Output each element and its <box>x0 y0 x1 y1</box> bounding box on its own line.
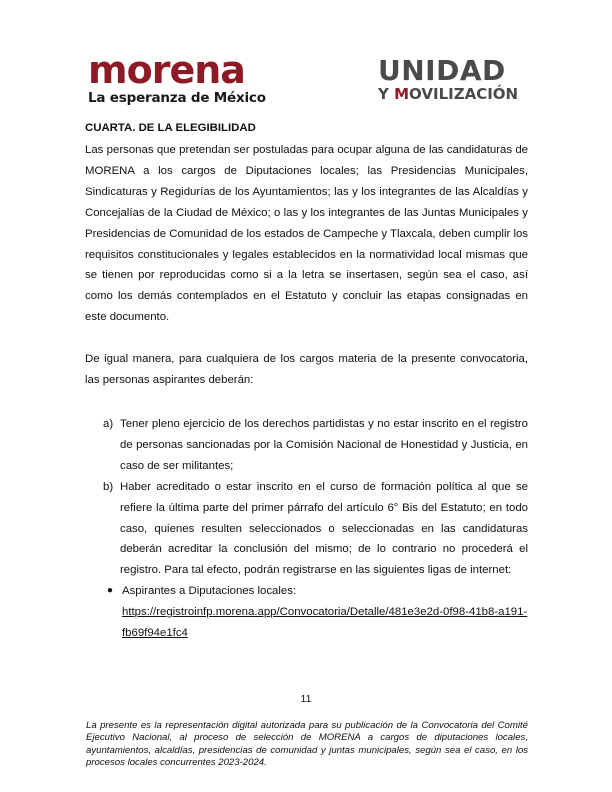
unidad-logo-line2-rest: OVILIZACIÓN <box>409 85 519 103</box>
list-item <box>85 414 528 477</box>
list-item <box>85 477 528 582</box>
unidad-logo-line2-prefix: Y <box>378 85 395 103</box>
paragraph-elegibilidad: Las personas que pretendan ser postuladas para ocupar alguna de las candidaturas de MORENA a los cargos de Diputaciones locales; las Presidencias Municipales, Sindicaturas y Regidurías de los Ayuntamientos; las y los integrantes de las Alcaldías y Concejalías de la Ciudad de México; o las y los integrantes de las Juntas Municipales y Presidencias de Comunidad de los estados de Campeche y Tlaxcala, deben cumplir los requisitos constitucionales y legales establecidos en la normatividad local mismas que se tienen por reproducidas como si a la letra se insertasen, según sea el caso, así como los demás contemplados en el Estatuto y concluir las etapas consignadas en este documento. <box>85 144 529 324</box>
requirements-list <box>85 414 528 581</box>
footer-note: La presente es la representación digital autorizada para su publicación de la Convocatoria del Comité Ejecutivo Nacional, al proceso de selección de MORENA a cargos de diputaciones locales, ayuntamientos, alcaldías, presidencias de comunidad y juntas municipales, según sea el caso, en los procesos locales concurrentes 2023-2024. <box>86 720 528 768</box>
page-number: 11 <box>300 693 312 705</box>
list-marker: b) <box>103 480 114 493</box>
morena-logo-word: morena <box>88 48 245 92</box>
document-body <box>85 120 528 644</box>
morena-logo-tagline: La esperanza de México <box>88 90 266 106</box>
registration-links-list <box>85 581 528 644</box>
morena-logo <box>88 50 280 106</box>
bullet-icon: ● <box>107 585 114 597</box>
section-heading: CUARTA. DE LA ELEGIBILIDAD <box>85 122 256 134</box>
list-item-text: Haber acreditado o estar inscrito en el curso de formación política al que se refiere la última parte del primer párrafo del artículo 6° Bis del Estatuto; en todo caso, quienes resulten seleccionados o seleccionadas en las candidaturas deberán acreditar la conclusión del mismo; de lo contrario no procederá el registro. Para tal efecto, podrán registrarse en las siguientes ligas de internet: <box>120 480 528 577</box>
registration-link[interactable]: https://registroinfp.morena.app/Convocatoria/Detalle/481e3e2d-0f98-41b8-a191-fb69f94e1fc4 <box>122 606 528 640</box>
list-item <box>85 581 528 644</box>
unidad-logo-line2-red: M <box>394 85 410 103</box>
bullet-label: Aspirantes a Diputaciones locales: <box>122 585 297 598</box>
list-marker: a) <box>103 417 114 430</box>
paragraph-aspirantes: De igual manera, para cualquiera de los cargos materia de la presente convocatoria, las personas aspirantes deberán: <box>85 353 528 387</box>
unidad-logo-line2 <box>378 86 538 103</box>
list-item-text: Tener pleno ejercicio de los derechos partidistas y no estar inscrito en el registro de personas sancionadas por la Comisión Nacional de Honestidad y Justicia, en caso de ser militantes; <box>120 417 528 472</box>
unidad-logo-line1: UNIDAD <box>378 54 506 87</box>
unidad-movilizacion-logo <box>378 56 538 103</box>
